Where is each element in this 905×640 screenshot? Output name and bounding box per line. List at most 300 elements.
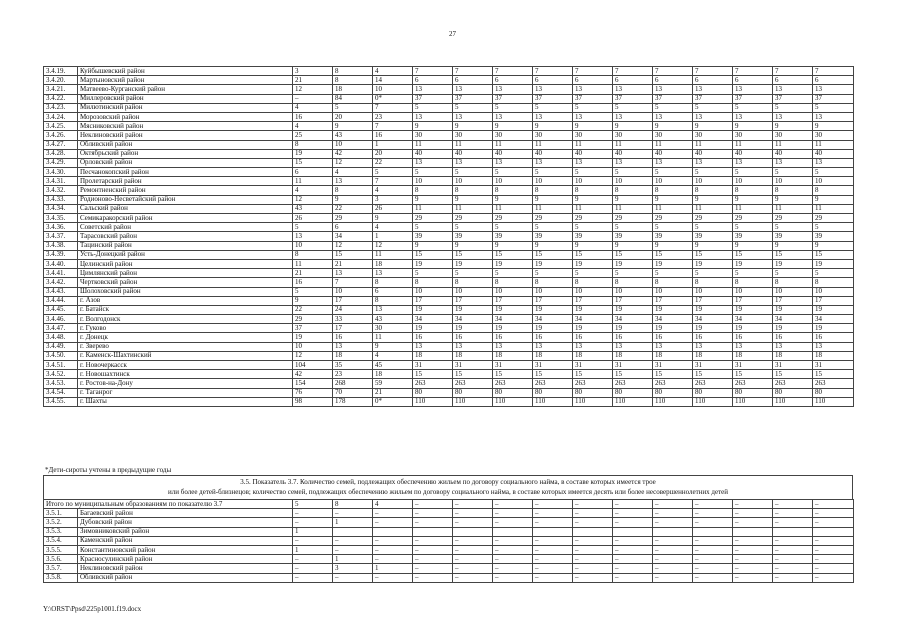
value-cell: 80 <box>453 388 493 397</box>
value-cell: 5 <box>813 269 854 278</box>
value-cell: 13 <box>613 112 653 121</box>
value-cell: – <box>653 509 693 518</box>
row-code-cell: 3.4.33. <box>44 195 78 204</box>
value-cell: 18 <box>333 85 373 94</box>
value-cell: 13 <box>693 85 733 94</box>
value-cell: 4 <box>373 67 413 76</box>
value-cell: 18 <box>733 351 773 360</box>
row-name-cell: г. Волгодонск <box>78 315 293 324</box>
value-cell: 80 <box>413 388 453 397</box>
value-cell: 13 <box>653 85 693 94</box>
value-cell: 7 <box>813 67 854 76</box>
value-cell: 13 <box>373 305 413 314</box>
value-cell: 9 <box>613 241 653 250</box>
value-cell: 39 <box>613 232 653 241</box>
row-name-cell: Советский район <box>78 223 293 232</box>
value-cell: 30 <box>773 131 813 140</box>
value-cell: 17 <box>653 296 693 305</box>
value-cell: 8 <box>813 186 854 195</box>
value-cell: 3 <box>373 195 413 204</box>
value-cell: 8 <box>653 278 693 287</box>
table-row <box>44 564 854 573</box>
value-cell: 8 <box>333 67 373 76</box>
value-cell: 42 <box>293 370 333 379</box>
value-cell: 8 <box>773 278 813 287</box>
value-cell: 0* <box>373 397 413 406</box>
value-cell: 9 <box>453 195 493 204</box>
value-cell: 19 <box>693 305 733 314</box>
value-cell: – <box>413 509 453 518</box>
value-cell: 7 <box>373 122 413 131</box>
value-cell: 11 <box>453 140 493 149</box>
value-cell: 5 <box>653 103 693 112</box>
value-cell: 37 <box>773 94 813 103</box>
row-name-cell: Шолоховский район <box>78 287 293 296</box>
value-cell: 13 <box>453 112 493 121</box>
value-cell: 19 <box>573 305 613 314</box>
value-cell: 4 <box>373 500 413 509</box>
value-cell: 40 <box>573 149 613 158</box>
value-cell: 5 <box>733 103 773 112</box>
value-cell: 9 <box>733 241 773 250</box>
value-cell: 9 <box>733 122 773 131</box>
value-cell: 31 <box>573 361 613 370</box>
value-cell: 15 <box>613 370 653 379</box>
value-cell: 9 <box>453 241 493 250</box>
value-cell: 9 <box>813 195 854 204</box>
value-cell: 9 <box>653 122 693 131</box>
value-cell: 13 <box>693 158 733 167</box>
value-cell: 5 <box>613 168 653 177</box>
value-cell: 84 <box>333 94 373 103</box>
value-cell: 5 <box>613 223 653 232</box>
value-cell: 59 <box>373 379 413 388</box>
value-cell: 13 <box>413 112 453 121</box>
row-code-cell: 3.4.44. <box>44 296 78 305</box>
value-cell: 13 <box>733 158 773 167</box>
value-cell: – <box>373 555 413 564</box>
value-cell: 6 <box>773 76 813 85</box>
value-cell: 9 <box>773 195 813 204</box>
value-cell: 37 <box>293 324 333 333</box>
value-cell: – <box>453 518 493 527</box>
value-cell: 7 <box>373 103 413 112</box>
value-cell: 10 <box>333 140 373 149</box>
section-title-line-1: 3.5. Показатель 3.7. Количество семей, подлежащих обеспечению жильем по договору социального найма, в составе которых имеется трое <box>240 478 656 486</box>
value-cell: 8 <box>453 186 493 195</box>
value-cell: 6 <box>613 76 653 85</box>
value-cell: – <box>413 536 453 545</box>
row-name-cell: г. Донецк <box>78 333 293 342</box>
value-cell: – <box>733 518 773 527</box>
value-cell: 10 <box>653 177 693 186</box>
value-cell: 5 <box>653 269 693 278</box>
value-cell: 12 <box>293 195 333 204</box>
value-cell: 18 <box>773 351 813 360</box>
value-cell: – <box>733 500 773 509</box>
row-code-cell: 3.4.20. <box>44 76 78 85</box>
value-cell: 7 <box>413 67 453 76</box>
value-cell: 13 <box>813 158 854 167</box>
value-cell: 11 <box>613 140 653 149</box>
value-cell: – <box>733 573 773 582</box>
value-cell: 16 <box>533 333 573 342</box>
value-cell: 40 <box>693 149 733 158</box>
row-name-cell: Родионово-Несветайский район <box>78 195 293 204</box>
value-cell: 19 <box>413 305 453 314</box>
value-cell: 40 <box>493 149 533 158</box>
value-cell: – <box>453 564 493 573</box>
row-code-cell: 3.5.7. <box>44 564 78 573</box>
value-cell: 34 <box>733 315 773 324</box>
row-code-cell: 3.4.22. <box>44 94 78 103</box>
table-row <box>44 296 854 305</box>
value-cell: 18 <box>413 351 453 360</box>
value-cell: 11 <box>373 250 413 259</box>
value-cell: 18 <box>373 370 413 379</box>
value-cell: 5 <box>533 223 573 232</box>
row-name-cell: Песчанокопский район <box>78 168 293 177</box>
value-cell: 15 <box>493 250 533 259</box>
row-code-cell: 3.4.29. <box>44 158 78 167</box>
row-code-cell: 3.4.28. <box>44 149 78 158</box>
value-cell: 5 <box>453 168 493 177</box>
value-cell: – <box>733 545 773 554</box>
value-cell: 9 <box>413 195 453 204</box>
value-cell: 13 <box>533 158 573 167</box>
value-cell: 11 <box>693 204 733 213</box>
row-name-cell: Неклиновский район <box>78 564 293 573</box>
value-cell: 25 <box>293 131 333 140</box>
value-cell: 10 <box>733 177 773 186</box>
row-code-cell: 3.4.35. <box>44 214 78 223</box>
value-cell: 16 <box>773 333 813 342</box>
value-cell: 9 <box>533 122 573 131</box>
value-cell: 9 <box>493 241 533 250</box>
value-cell: – <box>653 545 693 554</box>
row-code-cell: 3.4.27. <box>44 140 78 149</box>
value-cell: 5 <box>653 223 693 232</box>
value-cell: – <box>573 536 613 545</box>
value-cell: 16 <box>693 333 733 342</box>
value-cell: 263 <box>653 379 693 388</box>
value-cell: 29 <box>613 214 653 223</box>
value-cell: 9 <box>813 122 854 131</box>
value-cell: – <box>293 518 333 527</box>
value-cell: 268 <box>333 379 373 388</box>
row-code-cell: 3.4.50. <box>44 351 78 360</box>
value-cell: 40 <box>653 149 693 158</box>
value-cell: 16 <box>813 333 854 342</box>
value-cell: 5 <box>493 168 533 177</box>
value-cell: – <box>653 518 693 527</box>
row-code-cell: 3.4.37. <box>44 232 78 241</box>
value-cell: 7 <box>613 67 653 76</box>
row-code-cell: 3.4.30. <box>44 168 78 177</box>
value-cell: – <box>493 518 533 527</box>
table-row <box>44 76 854 85</box>
value-cell: 13 <box>813 85 854 94</box>
value-cell: 13 <box>333 177 373 186</box>
row-name-cell: г. Новошахтинск <box>78 370 293 379</box>
value-cell: 110 <box>693 397 733 406</box>
value-cell: – <box>493 536 533 545</box>
value-cell: 110 <box>733 397 773 406</box>
value-cell: 17 <box>573 296 613 305</box>
value-cell: 29 <box>293 315 333 324</box>
value-cell: 16 <box>413 333 453 342</box>
value-cell: – <box>333 509 373 518</box>
row-name-cell: Морозовский район <box>78 112 293 121</box>
value-cell: 31 <box>493 361 533 370</box>
value-cell: – <box>693 555 733 564</box>
value-cell: 18 <box>453 351 493 360</box>
value-cell: 8 <box>333 76 373 85</box>
value-cell: – <box>773 564 813 573</box>
value-cell: 21 <box>293 76 333 85</box>
value-cell <box>773 527 813 536</box>
value-cell: 6 <box>533 76 573 85</box>
value-cell: 39 <box>773 232 813 241</box>
value-cell: 6 <box>333 223 373 232</box>
value-cell: 26 <box>373 204 413 213</box>
value-cell: 13 <box>453 158 493 167</box>
value-cell: – <box>533 545 573 554</box>
value-cell: – <box>453 536 493 545</box>
value-cell: 5 <box>413 103 453 112</box>
value-cell: 11 <box>813 140 854 149</box>
value-cell: 110 <box>533 397 573 406</box>
table-row <box>44 94 854 103</box>
table-row <box>44 177 854 186</box>
value-cell: – <box>813 573 854 582</box>
value-cell: 18 <box>693 351 733 360</box>
value-cell: 19 <box>813 259 854 268</box>
value-cell: 8 <box>573 186 613 195</box>
value-cell: 39 <box>813 232 854 241</box>
value-cell: 10 <box>573 287 613 296</box>
value-cell: 10 <box>493 177 533 186</box>
value-cell: 5 <box>773 103 813 112</box>
value-cell: 19 <box>613 305 653 314</box>
table-row <box>44 351 854 360</box>
row-name-cell: Пролетарский район <box>78 177 293 186</box>
value-cell: 13 <box>453 85 493 94</box>
row-code-cell: 3.4.51. <box>44 361 78 370</box>
value-cell: 10 <box>373 85 413 94</box>
value-cell: 1 <box>333 518 373 527</box>
table-row <box>44 67 854 76</box>
row-code-cell: 3.4.43. <box>44 287 78 296</box>
value-cell: 29 <box>733 214 773 223</box>
value-cell: 10 <box>813 177 854 186</box>
value-cell: 19 <box>733 259 773 268</box>
value-cell <box>613 527 653 536</box>
value-cell: 9 <box>573 122 613 131</box>
value-cell: 7 <box>693 67 733 76</box>
value-cell: 29 <box>773 214 813 223</box>
value-cell: 39 <box>653 232 693 241</box>
row-name-cell: Константиновский район <box>78 545 293 554</box>
value-cell: 13 <box>773 112 813 121</box>
value-cell: 11 <box>493 140 533 149</box>
value-cell: 80 <box>773 388 813 397</box>
value-cell: – <box>413 518 453 527</box>
value-cell: 8 <box>333 500 373 509</box>
value-cell: 37 <box>733 94 773 103</box>
value-cell: – <box>373 545 413 554</box>
row-name-cell: г. Зверево <box>78 342 293 351</box>
value-cell: 30 <box>573 131 613 140</box>
value-cell: – <box>773 555 813 564</box>
value-cell: 11 <box>653 140 693 149</box>
value-cell: 13 <box>773 85 813 94</box>
row-name-cell: Каменский район <box>78 536 293 545</box>
row-code-cell: 3.4.49. <box>44 342 78 351</box>
value-cell: 10 <box>773 177 813 186</box>
value-cell: 19 <box>493 305 533 314</box>
row-name-cell: Миллеровский район <box>78 94 293 103</box>
value-cell: 34 <box>493 315 533 324</box>
value-cell: 40 <box>733 149 773 158</box>
value-cell: 9 <box>373 342 413 351</box>
value-cell: 10 <box>453 287 493 296</box>
value-cell: 5 <box>293 223 333 232</box>
value-cell: – <box>293 94 333 103</box>
value-cell: 11 <box>733 204 773 213</box>
value-cell <box>733 527 773 536</box>
row-code-cell: 3.4.53. <box>44 379 78 388</box>
value-cell: 31 <box>773 361 813 370</box>
value-cell: 7 <box>333 278 373 287</box>
value-cell: 10 <box>653 287 693 296</box>
value-cell: 13 <box>653 112 693 121</box>
value-cell: – <box>533 564 573 573</box>
value-cell: 8 <box>813 278 854 287</box>
value-cell: 19 <box>413 324 453 333</box>
value-cell: 9 <box>413 122 453 131</box>
value-cell: 30 <box>373 324 413 333</box>
value-cell: 10 <box>693 287 733 296</box>
table-row <box>44 324 854 333</box>
value-cell: 5 <box>333 103 373 112</box>
value-cell: 263 <box>573 379 613 388</box>
value-cell: – <box>613 564 653 573</box>
table-row <box>44 149 854 158</box>
value-cell: 9 <box>333 195 373 204</box>
value-cell: 30 <box>533 131 573 140</box>
value-cell: – <box>493 500 533 509</box>
value-cell: 37 <box>493 94 533 103</box>
value-cell: 8 <box>453 278 493 287</box>
value-cell: 70 <box>333 388 373 397</box>
value-cell: 10 <box>533 287 573 296</box>
value-cell: 29 <box>533 214 573 223</box>
data-table-municipal-districts <box>43 66 854 407</box>
value-cell: 5 <box>653 168 693 177</box>
value-cell: 8 <box>413 278 453 287</box>
value-cell: 13 <box>533 85 573 94</box>
value-cell: 10 <box>293 241 333 250</box>
value-cell: 21 <box>333 259 373 268</box>
value-cell: 19 <box>493 259 533 268</box>
value-cell: – <box>733 555 773 564</box>
value-cell: 5 <box>453 103 493 112</box>
value-cell: 6 <box>413 76 453 85</box>
value-cell: 13 <box>333 269 373 278</box>
value-cell: – <box>813 500 854 509</box>
value-cell: – <box>413 573 453 582</box>
value-cell: – <box>293 564 333 573</box>
value-cell: 16 <box>453 333 493 342</box>
value-cell: 110 <box>653 397 693 406</box>
value-cell: 5 <box>293 500 333 509</box>
value-cell: 10 <box>453 177 493 186</box>
value-cell: 5 <box>773 223 813 232</box>
row-code-cell: 3.4.25. <box>44 122 78 131</box>
value-cell: 15 <box>333 250 373 259</box>
value-cell: 29 <box>413 214 453 223</box>
value-cell: 17 <box>733 296 773 305</box>
value-cell: – <box>813 564 854 573</box>
row-code-cell: 3.4.55. <box>44 397 78 406</box>
row-name-cell: Неклиновский район <box>78 131 293 140</box>
value-cell: 8 <box>573 278 613 287</box>
value-cell: 8 <box>533 186 573 195</box>
value-cell <box>413 527 453 536</box>
value-cell: 16 <box>613 333 653 342</box>
value-cell: 7 <box>573 67 613 76</box>
value-cell: 13 <box>653 158 693 167</box>
value-cell: 5 <box>693 168 733 177</box>
value-cell: 11 <box>293 177 333 186</box>
value-cell: 5 <box>533 269 573 278</box>
value-cell: 8 <box>493 278 533 287</box>
value-cell: – <box>533 509 573 518</box>
row-name-cell: Ремонтненский район <box>78 186 293 195</box>
value-cell: 30 <box>453 131 493 140</box>
value-cell: 17 <box>333 324 373 333</box>
value-cell: 9 <box>453 122 493 131</box>
value-cell: 34 <box>773 315 813 324</box>
value-cell: 17 <box>453 296 493 305</box>
row-name-cell: г. Гуково <box>78 324 293 333</box>
section-title-line-2: или более детей-близнецов; количество семей, подлежащих обеспечению жильем по договору социального найма, в составе которых имеется десять или более несовершеннолетних детей <box>168 488 728 496</box>
value-cell: 30 <box>613 131 653 140</box>
value-cell: 5 <box>533 103 573 112</box>
value-cell: 9 <box>293 296 333 305</box>
value-cell: 10 <box>573 177 613 186</box>
value-cell: 21 <box>293 269 333 278</box>
value-cell: 19 <box>693 259 733 268</box>
value-cell: 263 <box>413 379 453 388</box>
value-cell: 6 <box>373 287 413 296</box>
value-cell: 9 <box>773 122 813 131</box>
value-cell: 5 <box>733 269 773 278</box>
value-cell: 15 <box>773 250 813 259</box>
table-row <box>44 241 854 250</box>
value-cell: 8 <box>293 140 333 149</box>
value-cell: 8 <box>733 278 773 287</box>
value-cell: 15 <box>693 250 733 259</box>
value-cell: 15 <box>613 250 653 259</box>
value-cell: – <box>693 509 733 518</box>
value-cell: 31 <box>453 361 493 370</box>
value-cell: 15 <box>533 250 573 259</box>
value-cell: 5 <box>813 223 854 232</box>
table-row <box>44 250 854 259</box>
value-cell: 154 <box>293 379 333 388</box>
